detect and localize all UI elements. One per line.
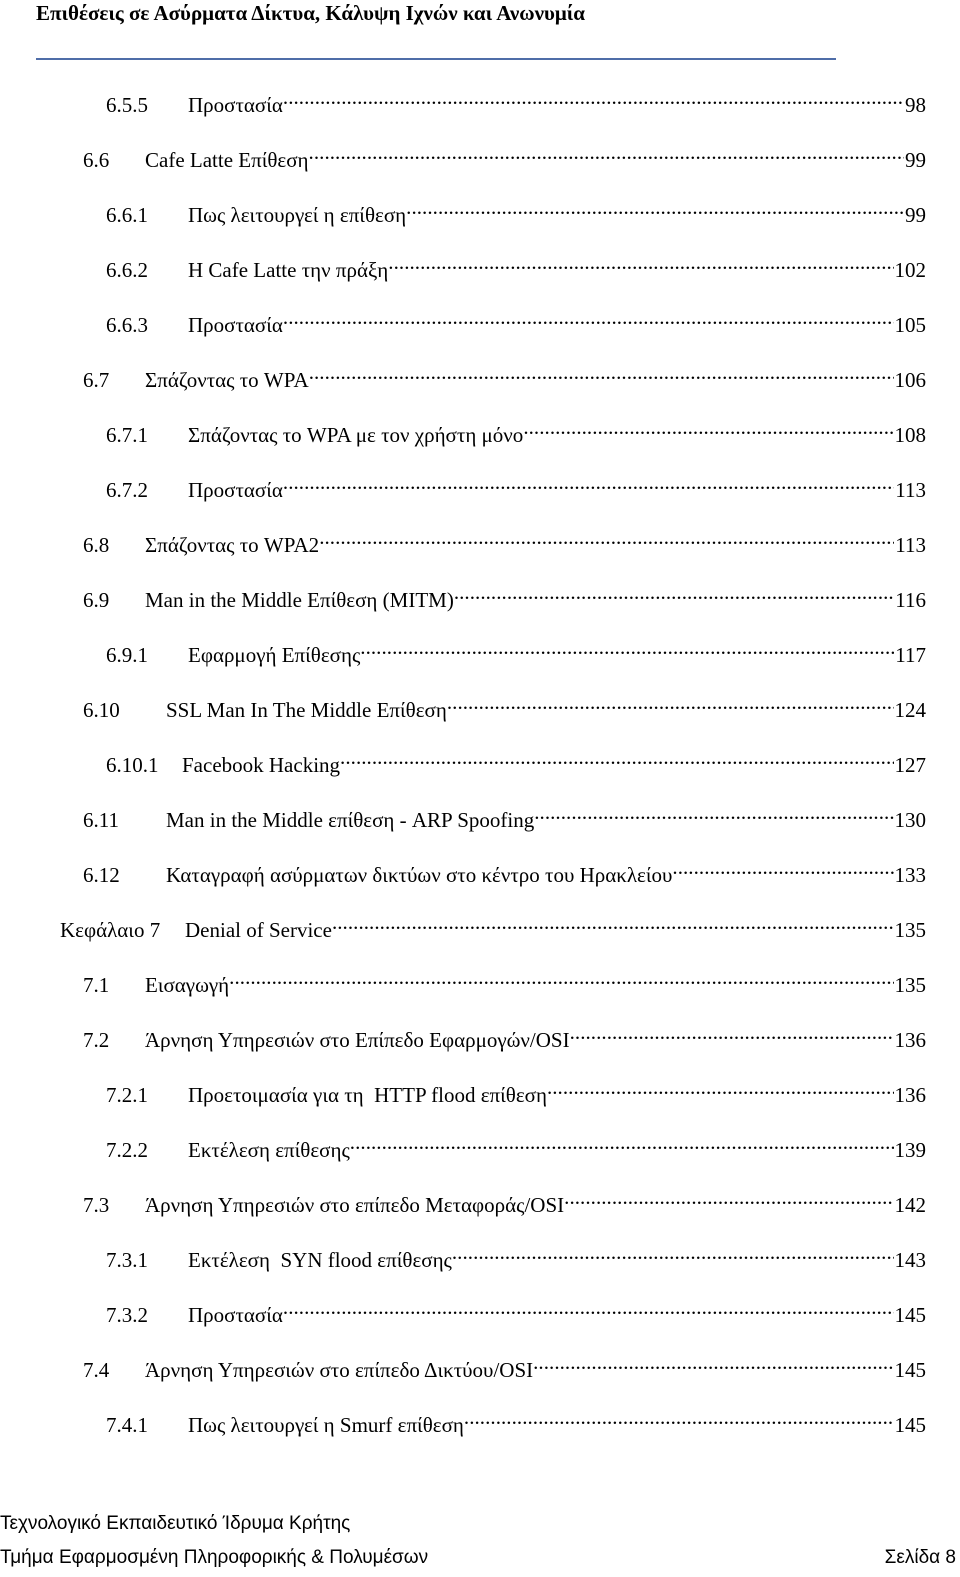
toc-entry[interactable] — [83, 357, 926, 392]
toc-entry-page: 113 — [895, 478, 926, 502]
toc-entry-number: 7.3 — [83, 1193, 110, 1217]
toc-entry-page: 139 — [894, 1138, 926, 1162]
toc-entry-page: 145 — [894, 1303, 926, 1327]
toc-entry-page: 130 — [894, 808, 926, 832]
toc-entry-number: Κεφάλαιο 7 — [60, 918, 161, 942]
toc-entry-page: 98 — [905, 93, 926, 117]
page-footer — [0, 1510, 960, 1577]
toc-dot-leader — [350, 1127, 894, 1157]
toc-entry-number: 6.11 — [83, 808, 119, 832]
toc-entry-title: Η Cafe Latte την πράξη — [188, 258, 389, 282]
toc-entry-page: 99 — [905, 203, 926, 227]
toc-entry-title: Προστασία — [188, 1303, 283, 1327]
toc-entry-title: Cafe Latte Επίθεση — [145, 148, 309, 172]
toc-entry-page: 143 — [894, 1248, 926, 1272]
toc-entry-page: 116 — [895, 588, 926, 612]
toc-entry-number: 6.10.1 — [106, 753, 159, 777]
toc-entry-number: 6.6.1 — [106, 203, 148, 227]
toc-entry-number: 6.6 — [83, 148, 110, 172]
toc-entry-page: 133 — [894, 863, 926, 887]
toc-entry-title: Εκτέλεση SYN flood επίθεσης — [188, 1248, 452, 1272]
toc-entry-title: Άρνηση Υπηρεσιών στο επίπεδο Δικτύου/OSI — [145, 1358, 534, 1382]
toc-entry-page: 124 — [894, 698, 926, 722]
toc-entry-page: 99 — [905, 148, 926, 172]
toc-entry[interactable] — [106, 632, 926, 667]
toc-entry-title: Σπάζοντας το WPA2 — [145, 533, 320, 557]
toc-dot-leader — [309, 357, 894, 387]
toc-dot-leader — [332, 907, 894, 937]
toc-entry-number: 7.2 — [83, 1028, 110, 1052]
toc-entry-title: Άρνηση Υπηρεσιών στο επίπεδο Μεταφοράς/OSI — [145, 1193, 565, 1217]
toc-entry[interactable] — [83, 1347, 926, 1382]
toc-dot-leader — [672, 852, 893, 882]
toc-entry[interactable] — [83, 1017, 926, 1052]
toc-entry-number: 6.7 — [83, 368, 110, 392]
toc-entry-number: 7.4.1 — [106, 1413, 148, 1437]
toc-entry-title: Εφαρμογή Επίθεσης — [188, 643, 361, 667]
toc-entry-number: 6.7.2 — [106, 478, 148, 502]
toc-entry-page: 113 — [895, 533, 926, 557]
toc-entry[interactable] — [83, 1182, 926, 1217]
toc-entry-title: Προστασία — [188, 478, 283, 502]
toc-entry[interactable] — [106, 1402, 926, 1437]
toc-dot-leader — [388, 247, 893, 277]
toc-dot-leader — [447, 687, 894, 717]
page-header — [36, 0, 836, 62]
toc-entry[interactable] — [106, 302, 926, 337]
toc-dot-leader — [570, 1017, 894, 1047]
toc-entry[interactable] — [106, 1127, 926, 1162]
toc-entry[interactable] — [106, 467, 926, 502]
toc-dot-leader — [309, 137, 904, 167]
toc-entry[interactable] — [83, 962, 926, 997]
toc-entry-page: 127 — [894, 753, 926, 777]
toc-entry-page: 135 — [894, 973, 926, 997]
toc-entry-number: 6.9.1 — [106, 643, 148, 667]
toc-entry[interactable] — [60, 907, 926, 942]
toc-dot-leader — [283, 82, 904, 112]
toc-entry[interactable] — [83, 137, 926, 172]
toc-dot-leader — [340, 742, 893, 772]
toc-entry[interactable] — [106, 1072, 926, 1107]
toc-entry-page: 106 — [894, 368, 926, 392]
toc-entry-page: 136 — [894, 1083, 926, 1107]
toc-dot-leader — [523, 412, 893, 442]
toc-dot-leader — [229, 962, 893, 992]
toc-entry-number: 6.6.3 — [106, 313, 148, 337]
toc-entry-number: 6.10 — [83, 698, 120, 722]
toc-dot-leader — [319, 522, 894, 552]
toc-entry-number: 6.6.2 — [106, 258, 148, 282]
toc-entry-number: 7.3.1 — [106, 1248, 148, 1272]
toc-dot-leader — [360, 632, 894, 662]
toc-entry-number: 7.2.2 — [106, 1138, 148, 1162]
toc-dot-leader — [564, 1182, 893, 1212]
toc-entry-page: 145 — [894, 1358, 926, 1382]
toc-entry-title: Εισαγωγή — [145, 973, 230, 997]
toc-entry[interactable] — [106, 82, 926, 117]
toc-entry-title: Σπάζοντας το WPA με τον χρήστη μόνο — [188, 423, 524, 447]
toc-entry-title: Man in the Middle επίθεση - ARP Spoofing — [166, 808, 535, 832]
toc-entry-page: 135 — [894, 918, 926, 942]
footer-department: Τμήμα Εφαρμοσμένη Πληροφορικής & Πολυμέσων — [0, 1547, 429, 1568]
footer-institution: Τεχνολογικό Εκπαιδευτικό Ίδρυμα Κρήτης — [0, 1513, 351, 1534]
toc-dot-leader — [464, 1402, 894, 1432]
toc-dot-leader — [283, 302, 894, 332]
toc-entry[interactable] — [106, 192, 926, 227]
toc-entry-title: Πως λειτουργεί η Smurf επίθεση — [188, 1413, 464, 1437]
toc-entry-title: SSL Man In The Middle Επίθεση — [166, 698, 447, 722]
toc-entry[interactable] — [83, 797, 926, 832]
toc-dot-leader — [533, 1347, 893, 1377]
toc-entry-page: 102 — [894, 258, 926, 282]
toc-entry-title: Εκτέλεση επίθεσης — [188, 1138, 350, 1162]
header-divider — [36, 58, 836, 60]
toc-entry-title: Προστασία — [188, 313, 283, 337]
toc-entry-number: 6.8 — [83, 533, 110, 557]
toc-entry[interactable] — [83, 852, 926, 887]
toc-entry-title: Πως λειτουργεί η επίθεση — [188, 203, 407, 227]
toc-entry[interactable] — [106, 412, 926, 447]
toc-entry-number: 7.2.1 — [106, 1083, 148, 1107]
toc-entry-title: Man in the Middle Επίθεση (MITM) — [145, 588, 454, 612]
toc-dot-leader — [452, 1237, 894, 1267]
toc-entry-page: 108 — [894, 423, 926, 447]
toc-entry-page: 142 — [894, 1193, 926, 1217]
toc-dot-leader — [406, 192, 904, 222]
toc-entry[interactable] — [106, 742, 926, 777]
toc-entry[interactable] — [106, 1237, 926, 1272]
toc-entry-number: 7.4 — [83, 1358, 110, 1382]
toc-entry-number: 7.3.2 — [106, 1303, 148, 1327]
toc-entry-page: 105 — [894, 313, 926, 337]
toc-entry[interactable] — [106, 247, 926, 282]
toc-entry-page: 136 — [894, 1028, 926, 1052]
toc-entry-number: 6.5.5 — [106, 93, 148, 117]
toc-entry[interactable] — [83, 522, 926, 557]
toc-entry-number: 6.9 — [83, 588, 110, 612]
footer-page-number: Σελίδα 8 — [884, 1547, 956, 1568]
toc-dot-leader — [547, 1072, 894, 1102]
toc-entry-number: 6.7.1 — [106, 423, 148, 447]
toc-entry-title: Σπάζοντας το WPA — [145, 368, 309, 392]
toc-dot-leader — [283, 1292, 894, 1322]
document-title: Επιθέσεις σε Ασύρματα Δίκτυα, Κάλυψη Ιχνών και Ανωνυμία — [36, 1, 586, 25]
toc-entry-number: 7.1 — [83, 973, 110, 997]
toc-dot-leader — [534, 797, 893, 827]
toc-entry-title: Άρνηση Υπηρεσιών στο Επίπεδο Εφαρμογών/OSI — [145, 1028, 570, 1052]
toc-entry-title: Καταγραφή ασύρματων δικτύων στο κέντρο του Ηρακλείου — [166, 863, 673, 887]
toc-entry-page: 145 — [894, 1413, 926, 1437]
toc-entry-title: Προετοιμασία για τη HTTP flood επίθεση — [188, 1083, 547, 1107]
toc-entry[interactable] — [83, 687, 926, 722]
toc-dot-leader — [283, 467, 894, 497]
toc-entry[interactable] — [83, 577, 926, 612]
toc-entry-number: 6.12 — [83, 863, 120, 887]
toc-dot-leader — [454, 577, 894, 607]
toc-entry-title: Facebook Hacking — [182, 753, 341, 777]
toc-entry-title: Προστασία — [188, 93, 283, 117]
toc-entry-title: Denial of Service — [185, 918, 332, 942]
toc-entry[interactable] — [106, 1292, 926, 1327]
toc-entry-page: 117 — [895, 643, 926, 667]
